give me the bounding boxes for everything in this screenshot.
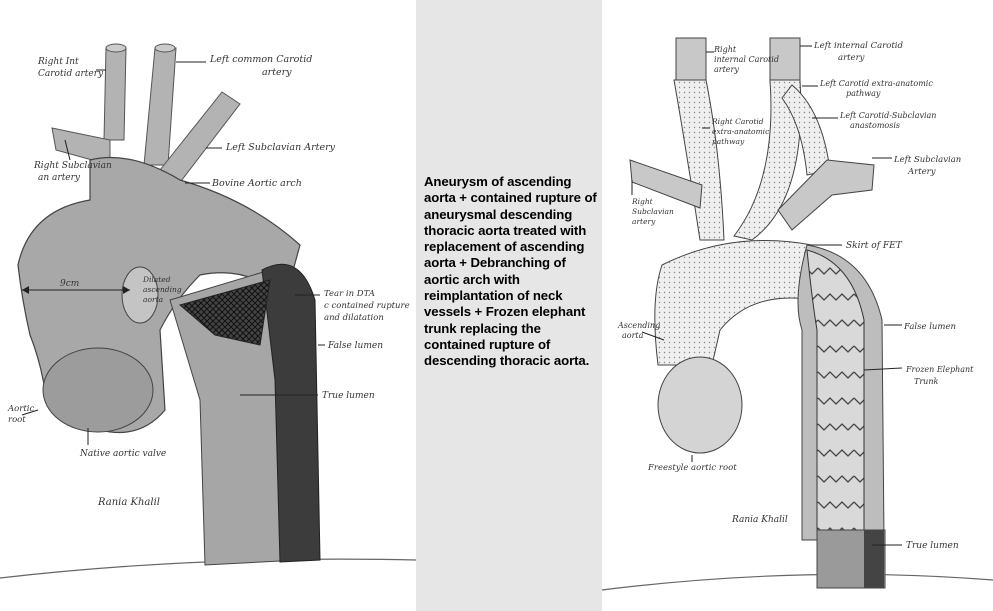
label-false-lumen: False lumen (904, 322, 956, 332)
preop-diagram-panel (0, 0, 416, 611)
label-aortic-root: Aortic root (8, 404, 35, 425)
freestyle-root (658, 357, 742, 453)
label-dilated-ascending: Dilated ascending aorta (143, 275, 182, 304)
aortic-root (43, 348, 153, 432)
label-tear: Tear in DTA c contained rupture and dilatation (324, 289, 410, 323)
label-right-internal-carotid: Right internal Carotid artery (714, 45, 779, 74)
signature-left: Rania Khalil (98, 497, 160, 508)
label-diameter: 9cm (60, 279, 80, 289)
right-internal-carotid-vessel (676, 38, 706, 83)
label-false-lumen: False lumen (328, 341, 384, 351)
label-frozen-elephant: Frozen Elephant Trunk (906, 365, 974, 386)
label-left-carotid-extra: Left Carotid extra-anatomic pathway (820, 79, 933, 98)
label-left-subclavian: Left Subclavian Artery (226, 142, 335, 153)
postop-diagram-panel (602, 0, 993, 611)
label-skirt: Skirt of FET (846, 241, 902, 251)
label-left-carotid-subclavian: Left Carotid-Subclavian anastomosis (840, 111, 937, 130)
label-ascending-aorta: Ascending aorta (618, 321, 661, 340)
left-carotid-vessel (144, 48, 176, 165)
label-true-lumen: True lumen (322, 391, 375, 401)
label-right-subclavian: Right Subclavian an artery (34, 161, 112, 183)
postop-aorta-drawing (602, 0, 993, 611)
caption-panel (416, 0, 602, 611)
figure-caption: Aneurysm of ascending aorta + contained rupture of aneurysmal descending thoracic aorta treated with replacement of ascending aorta + Debranching of aortic arch with reimplantation of neck vessels + Frozen elephant trunk replacing the contained rupture of descending thoracic aorta. (424, 174, 597, 369)
signature-right: Rania Khalil (732, 515, 788, 525)
label-left-internal-carotid: Left internal Carotid artery (814, 41, 903, 63)
right-carotid-graft (674, 80, 724, 240)
right-carotid-vessel (104, 48, 126, 140)
label-right-subclavian: Right Subclavian artery (632, 197, 674, 226)
preop-aorta-drawing (0, 0, 416, 611)
label-true-lumen: True lumen (906, 541, 959, 551)
label-right-int-carotid: Right Int Carotid artery (38, 57, 104, 79)
ascending-graft (655, 241, 814, 366)
label-native-valve: Native aortic valve (80, 449, 167, 459)
label-right-carotid-extra: Right Carotid extra-anatomic pathway (712, 117, 770, 146)
label-freestyle-root: Freestyle aortic root (648, 463, 737, 473)
label-left-common-carotid: Left common Carotid artery (210, 54, 313, 78)
label-left-subclavian: Left Subclavian Artery (894, 155, 962, 177)
label-bovine-arch: Bovine Aortic arch (212, 178, 302, 189)
